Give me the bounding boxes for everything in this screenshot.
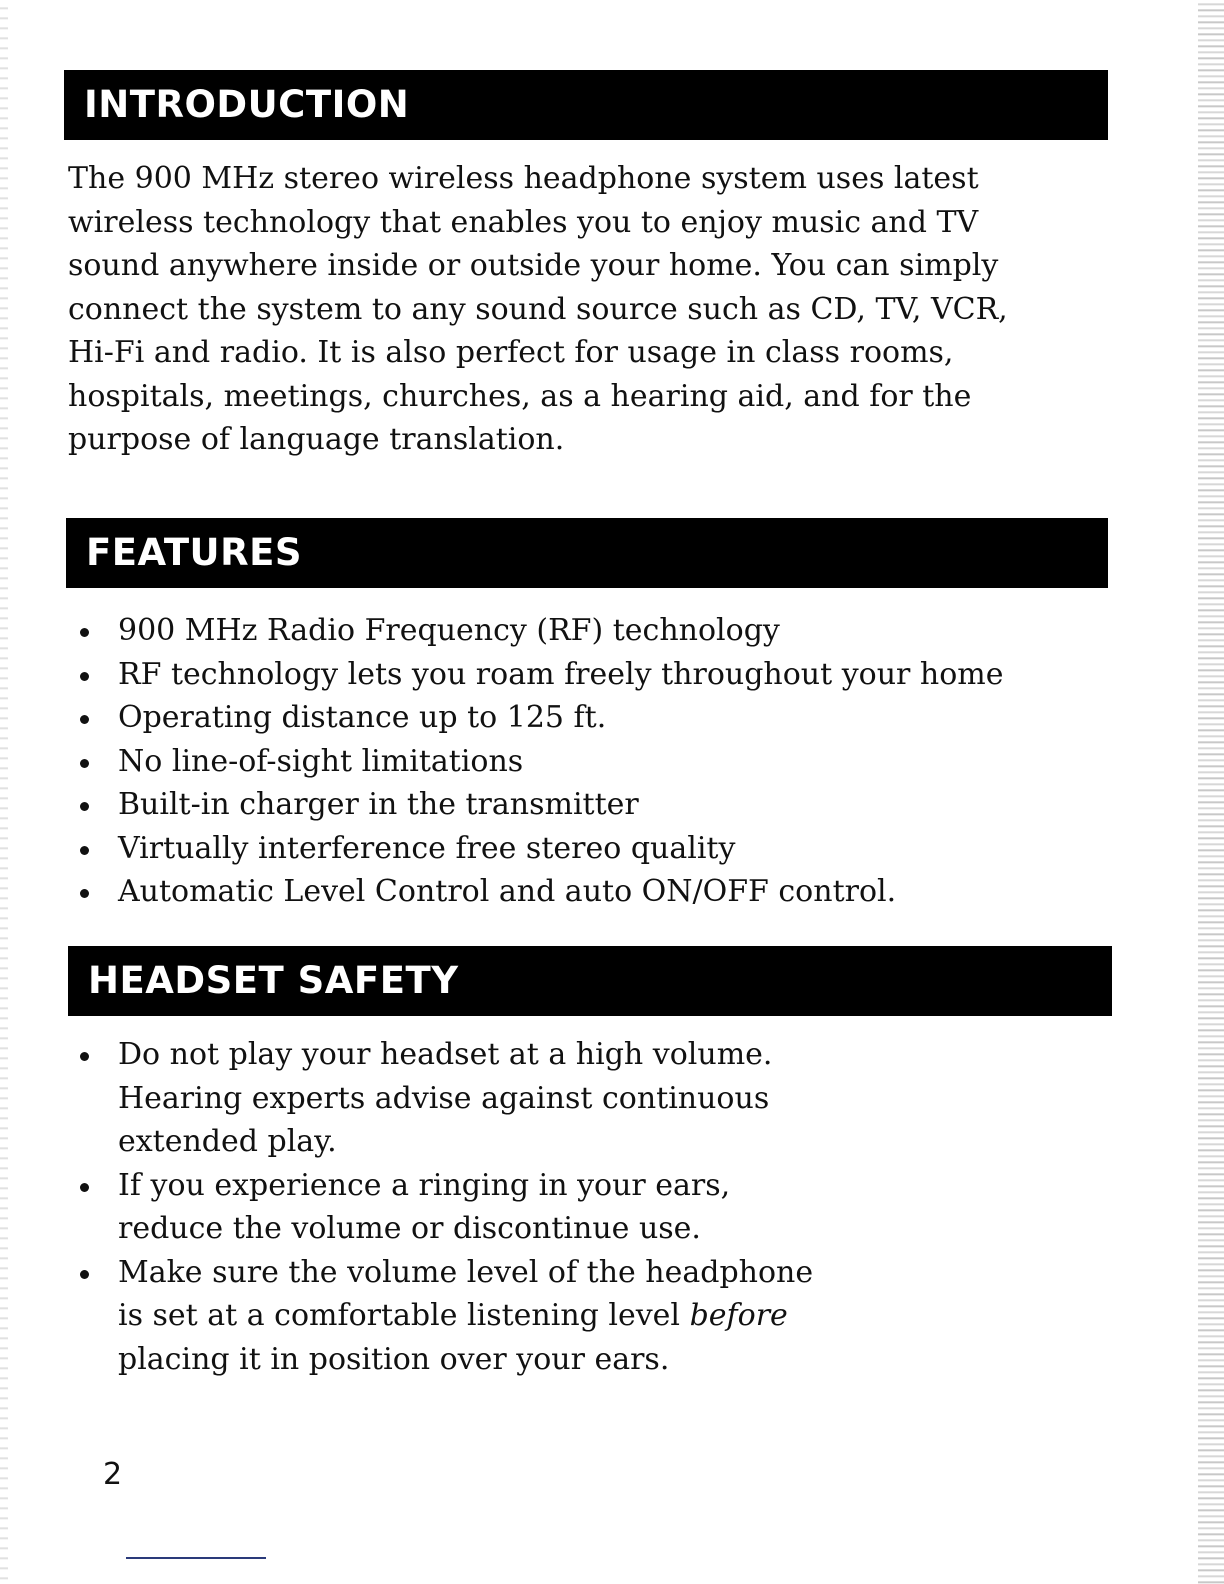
feature-item: [74, 783, 1084, 827]
safety-item: [74, 1033, 874, 1164]
bullet-icon: [80, 628, 89, 637]
bullet-icon: [80, 672, 89, 681]
introduction-line: connect the system to any sound source such as CD, TV, VCR,: [68, 291, 1008, 327]
feature-text: Built-in charger in the transmitter: [118, 787, 639, 822]
feature-item: [74, 696, 1084, 740]
bullet-icon: [80, 715, 89, 724]
introduction-line: Hi-Fi and radio. It is also perfect for usage in class rooms,: [68, 335, 954, 370]
safety-text: Do not play your headset at a high volume.: [118, 1037, 773, 1072]
feature-text: 900 MHz Radio Frequency (RF) technology: [118, 613, 780, 648]
feature-text: RF technology lets you roam freely throughout your home: [118, 656, 1004, 692]
page-number: 2: [103, 1457, 123, 1492]
headset-safety-list: [74, 1033, 874, 1381]
safety-text-with-emphasis: [118, 1294, 874, 1338]
introduction-line: hospitals, meetings, churches, as a hearing aid, and for the: [68, 378, 972, 414]
safety-item: [74, 1164, 874, 1251]
feature-item: [74, 827, 1084, 871]
feature-text: No line-of-sight limitations: [118, 743, 524, 779]
safety-text: If you experience a ringing in your ears,: [118, 1167, 731, 1203]
feature-item: [74, 740, 1084, 784]
safety-text: is set at a comfortable listening level: [118, 1298, 690, 1333]
feature-item: [74, 870, 1084, 914]
bullet-icon: [80, 846, 89, 855]
bullet-icon: [80, 759, 89, 768]
feature-text: Virtually interference free stereo quality: [118, 830, 736, 866]
introduction-line: wireless technology that enables you to enjoy music and TV: [68, 204, 979, 240]
bullet-icon: [80, 802, 89, 811]
features-heading: FEATURES: [66, 518, 1108, 588]
feature-item: [74, 653, 1084, 697]
bullet-icon: [80, 889, 89, 898]
page-edge-left: [0, 0, 8, 1584]
safety-text: Make sure the volume level of the headphone: [118, 1254, 814, 1290]
feature-text: Operating distance up to 125 ft.: [118, 700, 607, 735]
feature-item: [74, 609, 1084, 653]
introduction-line: The 900 MHz stereo wireless headphone system uses latest: [68, 161, 979, 196]
introduction-heading: INTRODUCTION: [64, 70, 1108, 140]
safety-text: Hearing experts advise against continuous: [118, 1080, 770, 1116]
feature-text: Automatic Level Control and auto ON/OFF control.: [118, 874, 897, 909]
safety-text: placing it in position over your ears.: [118, 1341, 670, 1377]
introduction-line: purpose of language translation.: [68, 422, 565, 457]
emphasis-word: before: [689, 1298, 788, 1333]
bullet-icon: [80, 1270, 89, 1279]
features-list: [74, 609, 1084, 914]
page-edge-right: [1198, 0, 1224, 1584]
safety-text: reduce the volume or discontinue use.: [118, 1211, 701, 1246]
safety-item: [74, 1251, 874, 1382]
footer-rule: [126, 1557, 266, 1559]
introduction-line: sound anywhere inside or outside your home. You can simply: [68, 248, 999, 283]
bullet-icon: [80, 1183, 89, 1192]
bullet-icon: [80, 1052, 89, 1061]
headset-safety-heading: HEADSET SAFETY: [68, 946, 1112, 1016]
introduction-paragraph: [68, 157, 1098, 462]
safety-text: extended play.: [118, 1124, 337, 1159]
